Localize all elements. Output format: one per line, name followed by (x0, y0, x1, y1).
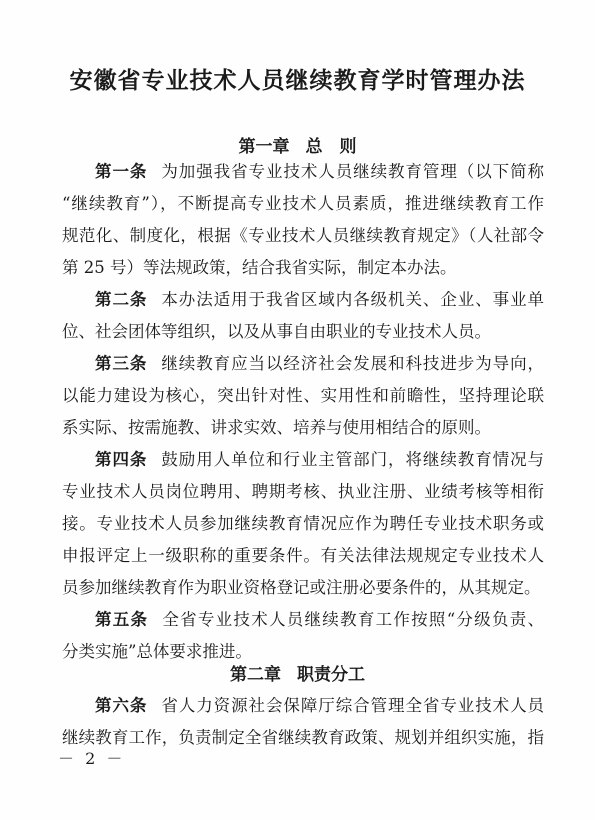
chapter-heading-1 (0, 132, 595, 157)
article-line: 第 25 号）等法规政策，结合我省实际，制定本办法。 (62, 258, 457, 277)
article-line: 继续教育工作，负责制定全省继续教育政策、规划并组织实施，指 (62, 728, 544, 747)
article-line: 申报评定上一级职称的重要条件。有关法律法规规定专业技术人 (62, 546, 544, 565)
article-label: 第二条 (95, 290, 148, 309)
article-line: “继续教育”），不断提高专业技术人员素质，推进继续教育工作 (62, 194, 544, 213)
document-title: 安徽省专业技术人员继续教育学时管理办法 (69, 68, 526, 94)
article-line: 第六条 省人力资源社会保障厅综合管理全省专业技术人员 (95, 696, 544, 715)
article-line: 接。专业技术人员参加继续教育情况应作为聘任专业技术职务或 (62, 514, 544, 533)
page-number: － 2 － (58, 749, 126, 768)
article-label: 第六条 (95, 696, 148, 715)
article-line: 以能力建设为核心，突出针对性、实用性和前瞻性，坚持理论联 (62, 386, 544, 405)
article-line: 系实际、按需施教、讲求实效、培养与使用相结合的原则。 (62, 418, 491, 437)
article-line: 第四条 鼓励用人单位和行业主管部门，将继续教育情况与 (95, 450, 544, 469)
article-line: 员参加继续教育作为职业资格登记或注册必要条件的，从其规定。 (62, 578, 541, 597)
chapter-name: 职责分工 (297, 665, 365, 685)
article-line: 位、社会团体等组织，以及从事自由职业的专业技术人员。 (62, 322, 491, 341)
article-line: 第二条 本办法适用于我省区域内各级机关、企业、事业单 (95, 290, 544, 309)
article-label: 第一条 (95, 162, 148, 181)
article-label: 第五条 (95, 610, 149, 629)
article-label: 第四条 (95, 450, 148, 469)
article-line: 第三条 继续教育应当以经济社会发展和科技进步为导向， (95, 354, 544, 373)
article-line: 规范化、制度化，根据《专业技术人员继续教育规定》（人社部令 (62, 226, 544, 245)
article-label: 第三条 (95, 354, 148, 373)
chapter-label: 第一章 (238, 137, 290, 157)
article-line: 第五条 全省专业技术人员继续教育工作按照“分级负责、 (95, 610, 544, 629)
article-line: 分类实施”总体要求推进。 (62, 642, 252, 661)
article-line: 专业技术人员岗位聘用、聘期考核、执业注册、业绩考核等相衔 (62, 482, 544, 501)
article-line: 第一条 为加强我省专业技术人员继续教育管理（以下简称 (95, 162, 544, 181)
chapter-name: 总 则 (305, 137, 357, 157)
chapter-label: 第二章 (230, 665, 281, 685)
chapter-heading-2 (0, 660, 595, 688)
